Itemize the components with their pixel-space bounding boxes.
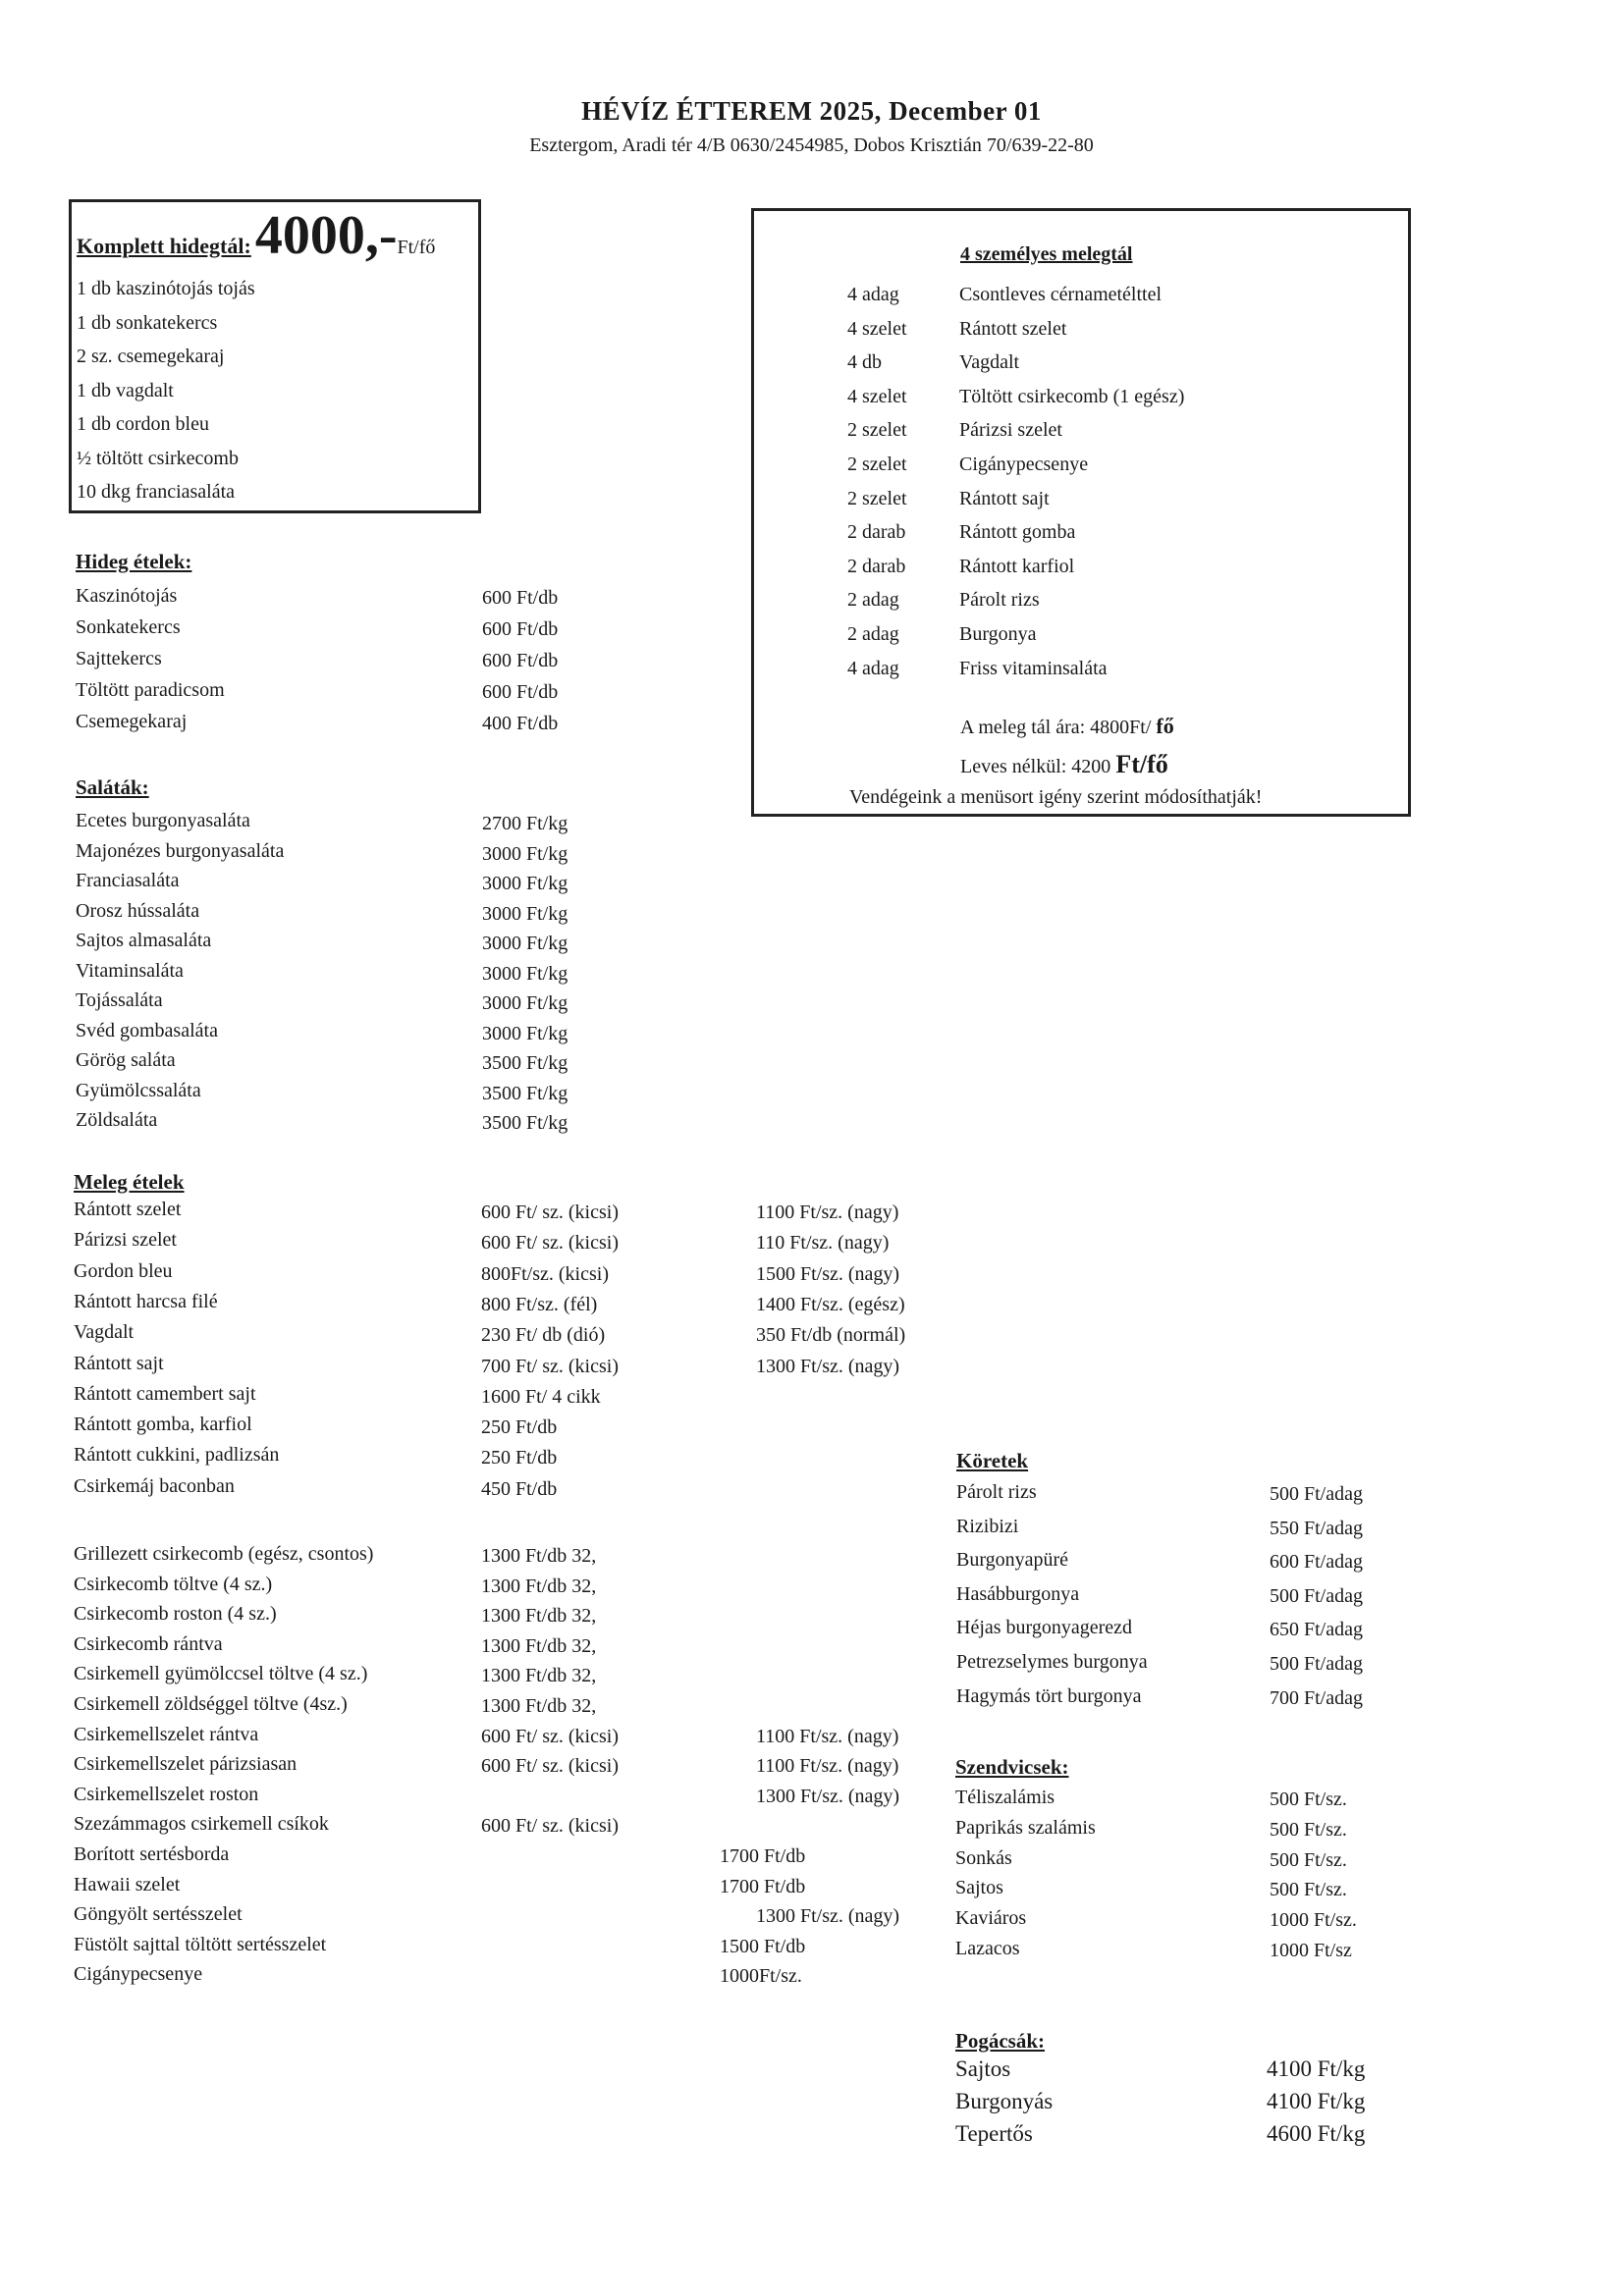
szendvics-item-name: Kaviáros <box>955 1907 1027 1930</box>
koret-item-name: Párolt rizs <box>956 1481 1037 1503</box>
meleg2-item-name: Csirkemell gyümölccsel töltve (4 sz.) <box>74 1663 368 1685</box>
meleg2-item-name: Csirkemellszelet roston <box>74 1783 259 1805</box>
komplett-item: 1 db kaszinótojás tojás <box>77 278 255 299</box>
koret-item-name: Hasábburgonya <box>956 1582 1080 1605</box>
melegtal-price-unit: fő <box>1156 714 1174 738</box>
melegtal-item-qty: 4 adag <box>847 284 899 305</box>
meleg2-item-name: Csirkecomb rántva <box>74 1632 223 1655</box>
page-title: HÉVÍZ ÉTTEREM 2025, December 01 <box>581 96 1042 126</box>
komplett-header <box>77 204 435 267</box>
pogacsak-title: Pogácsák: <box>955 2029 1045 2053</box>
meleg2-item-price-large: 1300 Ft/sz. (nagy) <box>756 1905 900 1928</box>
melegtal-item-name: Rántott szelet <box>959 317 1067 340</box>
salata-item-price: 3000 Ft/kg <box>482 933 568 954</box>
meleg-item-name: Csirkemáj baconban <box>74 1474 235 1497</box>
meleg-item-price-large: 1300 Ft/sz. (nagy) <box>756 1355 900 1377</box>
meleg-item-price-small: 1600 Ft/ 4 cikk <box>481 1385 601 1408</box>
meleg-item-name: Rántott sajt <box>74 1352 164 1374</box>
meleg2-item-price-small: 1300 Ft/db 32, <box>481 1545 597 1567</box>
szendvics-item-name: Sonkás <box>955 1846 1012 1869</box>
salata-item-name: Franciasaláta <box>76 870 180 891</box>
meleg2-item-price-small: 1300 Ft/db 32, <box>481 1634 597 1657</box>
hideg-item-price: 600 Ft/db <box>482 650 559 671</box>
hideg-title: Hideg ételek: <box>76 550 192 573</box>
melegtal-noleves-text: Leves nélkül: 4200 <box>960 756 1111 777</box>
koret-item-price: 500 Ft/adag <box>1270 1483 1363 1505</box>
melegtal-price-text: A meleg tál ára: 4800Ft/ <box>960 717 1152 738</box>
komplett-price: 4000,- <box>254 205 398 266</box>
melegtal-item-name: Cigánypecsenye <box>959 454 1089 475</box>
melegtal-item-qty: 4 szelet <box>847 385 907 407</box>
komplett-item: 1 db sonkatekercs <box>77 311 218 334</box>
hideg-item-price: 600 Ft/db <box>482 618 559 640</box>
melegtal-item-name: Párolt rizs <box>959 589 1040 612</box>
koret-item-name: Petrezselymes burgonya <box>956 1651 1148 1673</box>
meleg-item-price-large: 350 Ft/db (normál) <box>756 1324 906 1347</box>
meleg2-item-price-large: 1700 Ft/db <box>720 1875 806 1897</box>
meleg2-item-name: Grillezett csirkecomb (egész, csontos) <box>74 1543 374 1565</box>
melegtal-item-name: Rántott karfiol <box>959 555 1075 577</box>
koret-item-price: 550 Ft/adag <box>1270 1517 1363 1539</box>
meleg-item-price-small: 800 Ft/sz. (fél) <box>481 1293 598 1315</box>
salata-item-price: 3500 Ft/kg <box>482 1052 568 1074</box>
meleg-title: Meleg ételek <box>74 1170 185 1194</box>
hideg-item-name: Töltött paradicsom <box>76 679 225 701</box>
meleg-item-name: Rántott harcsa filé <box>74 1290 218 1312</box>
salata-item-price: 3000 Ft/kg <box>482 873 568 894</box>
melegtal-item-qty: 2 adag <box>847 589 899 612</box>
melegtal-item-name: Rántott sajt <box>959 487 1050 509</box>
hideg-item-price: 600 Ft/db <box>482 681 559 703</box>
meleg2-item-name: Csirkemellszelet rántva <box>74 1723 259 1745</box>
szendvics-item-name: Lazacos <box>955 1938 1020 1959</box>
meleg-item-price-small: 600 Ft/ sz. (kicsi) <box>481 1232 619 1255</box>
meleg-item-price-small: 250 Ft/db <box>481 1416 558 1439</box>
melegtal-noleves-unit: Ft/fő <box>1115 750 1168 778</box>
melegtal-note: Vendégeink a menüsort igény szerint módosíthatják! <box>849 786 1263 808</box>
szendvics-item-name: Sajtos <box>955 1877 1003 1899</box>
melegtal-item-name: Csontleves cérnametélttel <box>959 284 1163 305</box>
koret-item-name: Burgonyapüré <box>956 1549 1069 1572</box>
meleg-item-name: Gordon bleu <box>74 1259 173 1282</box>
salata-item-price: 3000 Ft/kg <box>482 1022 568 1044</box>
meleg2-item-price-large: 1700 Ft/db <box>720 1845 806 1867</box>
komplett-unit: Ft/fő <box>397 237 436 258</box>
salata-item-price: 3000 Ft/kg <box>482 842 568 865</box>
koret-item-price: 600 Ft/adag <box>1270 1551 1363 1574</box>
meleg-item-price-small: 230 Ft/ db (dió) <box>481 1324 606 1347</box>
szendvics-item-price: 1000 Ft/sz <box>1270 1940 1352 1961</box>
meleg-item-name: Rántott szelet <box>74 1199 182 1220</box>
pogacsa-item-name: Burgonyás <box>955 2089 1054 2113</box>
pogacsa-item-name: Sajtos <box>955 2056 1011 2081</box>
hideg-item-name: Kaszinótojás <box>76 585 178 607</box>
meleg-item-price-large: 110 Ft/sz. (nagy) <box>756 1232 890 1255</box>
meleg2-item-price-small: 600 Ft/ sz. (kicsi) <box>481 1815 619 1838</box>
melegtal-item-qty: 2 szelet <box>847 419 907 442</box>
meleg-item-name: Rántott cukkini, padlizsán <box>74 1444 280 1467</box>
komplett-label: Komplett hidegtál: <box>77 234 251 258</box>
koret-item-name: Hagymás tört burgonya <box>956 1684 1142 1707</box>
szendvics-item-price: 500 Ft/sz. <box>1270 1818 1347 1841</box>
meleg2-item-price-large: 1000Ft/sz. <box>720 1965 802 1988</box>
komplett-item: 1 db cordon bleu <box>77 413 209 435</box>
melegtal-noleves-line <box>960 750 1168 778</box>
koretek-title: Köretek <box>956 1449 1029 1472</box>
salata-item-price: 3000 Ft/kg <box>482 992 568 1014</box>
salata-item-name: Sajtos almasaláta <box>76 930 212 951</box>
koret-item-name: Héjas burgonyagerezd <box>956 1617 1133 1639</box>
koret-item-name: Rizibizi <box>956 1515 1019 1537</box>
komplett-item: 1 db vagdalt <box>77 379 174 401</box>
hideg-item-name: Csemegekaraj <box>76 711 188 732</box>
melegtal-item-qty: 2 szelet <box>847 454 907 475</box>
restaurant-address: Esztergom, Aradi tér 4/B 0630/2454985, Dobos Krisztián 70/639-22-80 <box>529 134 1094 156</box>
meleg-item-price-large: 1500 Ft/sz. (nagy) <box>756 1262 900 1285</box>
meleg2-item-name: Csirkecomb roston (4 sz.) <box>74 1603 277 1626</box>
szendvics-item-name: Téliszalámis <box>955 1787 1055 1808</box>
salata-item-name: Svéd gombasaláta <box>76 1019 218 1041</box>
meleg-item-name: Vagdalt <box>74 1321 135 1344</box>
meleg-item-price-small: 250 Ft/db <box>481 1447 558 1469</box>
pogacsa-item-price: 4100 Ft/kg <box>1267 2056 1366 2081</box>
szendvics-item-price: 500 Ft/sz. <box>1270 1879 1347 1901</box>
szendvics-item-price: 500 Ft/sz. <box>1270 1848 1347 1871</box>
meleg2-item-price-large: 1100 Ft/sz. (nagy) <box>756 1725 899 1747</box>
salata-item-price: 3500 Ft/kg <box>482 1082 568 1104</box>
melegtal-item-name: Vagdalt <box>959 351 1020 374</box>
meleg-item-name: Rántott camembert sajt <box>74 1382 256 1405</box>
meleg2-item-name: Csirkemellszelet párizsiasan <box>74 1753 298 1776</box>
meleg2-item-name: Borított sertésborda <box>74 1843 230 1865</box>
salata-item-name: Majonézes burgonyasaláta <box>76 839 285 862</box>
salata-item-name: Ecetes burgonyasaláta <box>76 810 250 831</box>
salata-item-name: Orosz hússaláta <box>76 899 200 922</box>
melegtal-item-qty: 2 darab <box>847 555 906 577</box>
melegtal-item-name: Töltött csirkecomb (1 egész) <box>959 385 1185 407</box>
melegtal-item-name: Friss vitaminsaláta <box>959 657 1108 679</box>
szendvicsek-title: Szendvicsek: <box>955 1755 1069 1779</box>
salata-item-price: 3500 Ft/kg <box>482 1112 568 1134</box>
meleg2-item-price-small: 1300 Ft/db 32, <box>481 1665 597 1687</box>
meleg2-item-price-large: 1300 Ft/sz. (nagy) <box>756 1785 900 1807</box>
melegtal-item-name: Rántott gomba <box>959 521 1076 544</box>
melegtal-item-qty: 4 szelet <box>847 317 907 340</box>
koret-item-price: 650 Ft/adag <box>1270 1619 1363 1641</box>
meleg2-item-price-large: 1500 Ft/db <box>720 1935 806 1957</box>
meleg-item-price-large: 1100 Ft/sz. (nagy) <box>756 1201 899 1223</box>
meleg2-item-price-small: 1300 Ft/db 32, <box>481 1695 597 1717</box>
hideg-item-name: Sajttekercs <box>76 648 162 669</box>
komplett-item: ½ töltött csirkecomb <box>77 447 239 469</box>
meleg-item-name: Rántott gomba, karfiol <box>74 1414 252 1436</box>
meleg2-item-name: Füstölt sajttal töltött sertésszelet <box>74 1933 327 1955</box>
melegtal-price-line <box>960 715 1174 739</box>
meleg-item-price-large: 1400 Ft/sz. (egész) <box>756 1293 905 1315</box>
salata-item-name: Gyümölcssaláta <box>76 1079 201 1101</box>
hideg-item-name: Sonkatekercs <box>76 616 181 638</box>
melegtal-item-name: Párizsi szelet <box>959 419 1062 442</box>
meleg2-item-name: Hawaii szelet <box>74 1873 181 1896</box>
meleg2-item-price-small: 1300 Ft/db 32, <box>481 1605 597 1628</box>
koret-item-price: 500 Ft/adag <box>1270 1653 1363 1675</box>
melegtal-item-name: Burgonya <box>959 623 1037 645</box>
meleg-item-price-small: 450 Ft/db <box>481 1477 558 1500</box>
melegtal-title: 4 személyes melegtál <box>960 243 1133 265</box>
meleg-item-price-small: 700 Ft/ sz. (kicsi) <box>481 1355 619 1377</box>
meleg2-item-name: Csirkecomb töltve (4 sz.) <box>74 1573 273 1595</box>
meleg-item-name: Párizsi szelet <box>74 1229 177 1252</box>
salata-item-price: 3000 Ft/kg <box>482 962 568 985</box>
salata-item-price: 2700 Ft/kg <box>482 813 568 834</box>
salatak-title: Saláták: <box>76 775 149 799</box>
meleg2-item-price-large: 1100 Ft/sz. (nagy) <box>756 1755 899 1778</box>
pogacsa-item-price: 4100 Ft/kg <box>1267 2089 1366 2113</box>
meleg2-item-name: Göngyölt sertésszelet <box>74 1903 243 1926</box>
melegtal-item-qty: 2 adag <box>847 623 899 645</box>
meleg-item-price-small: 800Ft/sz. (kicsi) <box>481 1262 609 1285</box>
meleg2-item-price-small: 1300 Ft/db 32, <box>481 1575 597 1597</box>
meleg2-item-price-small: 600 Ft/ sz. (kicsi) <box>481 1755 619 1778</box>
salata-item-name: Vitaminsaláta <box>76 959 184 982</box>
komplett-item: 2 sz. csemegekaraj <box>77 346 225 367</box>
meleg2-item-name: Szezámmagos csirkemell csíkok <box>74 1813 329 1836</box>
komplett-item: 10 dkg franciasaláta <box>77 481 236 503</box>
melegtal-item-qty: 4 db <box>847 351 882 374</box>
szendvics-item-price: 1000 Ft/sz. <box>1270 1909 1357 1932</box>
melegtal-item-qty: 4 adag <box>847 657 899 679</box>
pogacsa-item-price: 4600 Ft/kg <box>1267 2121 1366 2146</box>
meleg2-item-price-small: 600 Ft/ sz. (kicsi) <box>481 1725 619 1747</box>
koret-item-price: 700 Ft/adag <box>1270 1686 1363 1709</box>
meleg-item-price-small: 600 Ft/ sz. (kicsi) <box>481 1201 619 1223</box>
salata-item-name: Tojássaláta <box>76 989 163 1011</box>
salata-item-name: Görög saláta <box>76 1049 176 1071</box>
pogacsa-item-name: Tepertős <box>955 2121 1033 2146</box>
szendvics-item-price: 500 Ft/sz. <box>1270 1789 1347 1810</box>
hideg-item-price: 400 Ft/db <box>482 713 559 734</box>
melegtal-item-qty: 2 darab <box>847 521 906 544</box>
salata-item-name: Zöldsaláta <box>76 1109 158 1131</box>
melegtal-item-qty: 2 szelet <box>847 487 907 509</box>
meleg2-item-name: Csirkemell zöldséggel töltve (4sz.) <box>74 1693 348 1715</box>
koret-item-price: 500 Ft/adag <box>1270 1584 1363 1607</box>
salata-item-price: 3000 Ft/kg <box>482 902 568 925</box>
hideg-item-price: 600 Ft/db <box>482 587 559 609</box>
meleg2-item-name: Cigánypecsenye <box>74 1963 203 1986</box>
szendvics-item-name: Paprikás szalámis <box>955 1816 1096 1839</box>
